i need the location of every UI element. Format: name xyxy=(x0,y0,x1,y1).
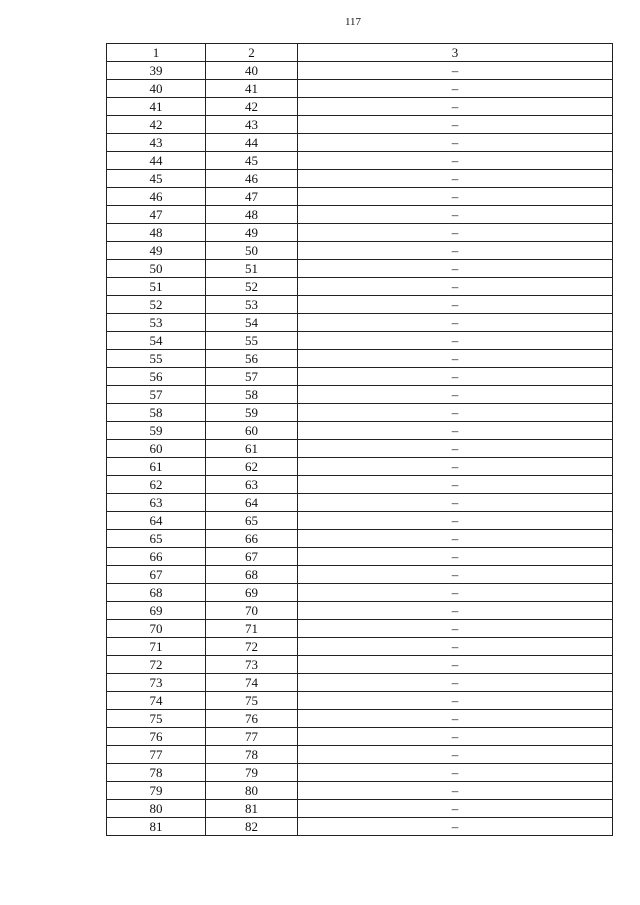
table-cell-col-1: 40 xyxy=(107,80,206,98)
table-cell-col-3: – xyxy=(298,566,613,584)
table-cell-col-3: – xyxy=(298,170,613,188)
table-cell-col-2: 71 xyxy=(206,620,298,638)
column-header-1: 1 xyxy=(107,44,206,62)
table-cell-col-1: 50 xyxy=(107,260,206,278)
table-cell-col-2: 49 xyxy=(206,224,298,242)
table-row xyxy=(107,440,613,458)
table-cell-col-2: 40 xyxy=(206,62,298,80)
page-number: 117 xyxy=(344,16,362,28)
table-cell-col-2: 72 xyxy=(206,638,298,656)
table-row xyxy=(107,674,613,692)
table-cell-col-3: – xyxy=(298,332,613,350)
table-row xyxy=(107,638,613,656)
table-row xyxy=(107,368,613,386)
table-cell-col-3: – xyxy=(298,638,613,656)
table-cell-col-3: – xyxy=(298,224,613,242)
table-row xyxy=(107,134,613,152)
table-cell-col-2: 59 xyxy=(206,404,298,422)
column-header-2: 2 xyxy=(206,44,298,62)
table-row xyxy=(107,278,613,296)
table-cell-col-2: 53 xyxy=(206,296,298,314)
table-cell-col-2: 56 xyxy=(206,350,298,368)
table-cell-col-2: 50 xyxy=(206,242,298,260)
table-cell-col-1: 51 xyxy=(107,278,206,296)
table-cell-col-1: 59 xyxy=(107,422,206,440)
table-cell-col-2: 54 xyxy=(206,314,298,332)
table-header xyxy=(107,44,613,62)
table-row xyxy=(107,710,613,728)
table-cell-col-2: 63 xyxy=(206,476,298,494)
table-row xyxy=(107,404,613,422)
table-row xyxy=(107,512,613,530)
table-cell-col-3: – xyxy=(298,728,613,746)
table-cell-col-1: 56 xyxy=(107,368,206,386)
table-cell-col-1: 78 xyxy=(107,764,206,782)
table-cell-col-3: – xyxy=(298,602,613,620)
table-cell-col-3: – xyxy=(298,692,613,710)
table-cell-col-1: 81 xyxy=(107,818,206,836)
table-cell-col-1: 79 xyxy=(107,782,206,800)
table-row xyxy=(107,242,613,260)
table-row xyxy=(107,296,613,314)
table-row xyxy=(107,764,613,782)
table-cell-col-1: 54 xyxy=(107,332,206,350)
table-cell-col-2: 51 xyxy=(206,260,298,278)
table-cell-col-3: – xyxy=(298,800,613,818)
table-cell-col-1: 43 xyxy=(107,134,206,152)
table-cell-col-2: 47 xyxy=(206,188,298,206)
table-cell-col-1: 63 xyxy=(107,494,206,512)
header-row xyxy=(107,44,613,62)
table-cell-col-1: 64 xyxy=(107,512,206,530)
table-cell-col-3: – xyxy=(298,206,613,224)
table-row xyxy=(107,314,613,332)
table-cell-col-1: 77 xyxy=(107,746,206,764)
table-cell-col-2: 76 xyxy=(206,710,298,728)
table-cell-col-3: – xyxy=(298,494,613,512)
table-row xyxy=(107,548,613,566)
table-row xyxy=(107,116,613,134)
table-row xyxy=(107,458,613,476)
table-row xyxy=(107,620,613,638)
table-cell-col-2: 61 xyxy=(206,440,298,458)
table-cell-col-2: 74 xyxy=(206,674,298,692)
table-cell-col-3: – xyxy=(298,530,613,548)
table-cell-col-3: – xyxy=(298,656,613,674)
table-cell-col-1: 72 xyxy=(107,656,206,674)
table-cell-col-2: 68 xyxy=(206,566,298,584)
table-cell-col-2: 52 xyxy=(206,278,298,296)
table-cell-col-1: 61 xyxy=(107,458,206,476)
table-cell-col-3: – xyxy=(298,278,613,296)
table-cell-col-2: 81 xyxy=(206,800,298,818)
table-cell-col-1: 49 xyxy=(107,242,206,260)
table-cell-col-2: 55 xyxy=(206,332,298,350)
table-cell-col-1: 57 xyxy=(107,386,206,404)
table-row xyxy=(107,188,613,206)
table-cell-col-1: 47 xyxy=(107,206,206,224)
table-cell-col-1: 65 xyxy=(107,530,206,548)
table-cell-col-3: – xyxy=(298,314,613,332)
table-row xyxy=(107,584,613,602)
table-row xyxy=(107,782,613,800)
table-cell-col-1: 71 xyxy=(107,638,206,656)
table-cell-col-2: 66 xyxy=(206,530,298,548)
table-cell-col-3: – xyxy=(298,458,613,476)
table-cell-col-2: 67 xyxy=(206,548,298,566)
table-cell-col-1: 75 xyxy=(107,710,206,728)
table-cell-col-2: 44 xyxy=(206,134,298,152)
table-cell-col-2: 60 xyxy=(206,422,298,440)
table-cell-col-1: 53 xyxy=(107,314,206,332)
table-cell-col-3: – xyxy=(298,746,613,764)
table-body xyxy=(107,62,613,836)
table-cell-col-3: – xyxy=(298,188,613,206)
table-cell-col-3: – xyxy=(298,476,613,494)
table-row xyxy=(107,80,613,98)
table-cell-col-1: 67 xyxy=(107,566,206,584)
table-cell-col-3: – xyxy=(298,350,613,368)
table-row xyxy=(107,224,613,242)
table-cell-col-1: 68 xyxy=(107,584,206,602)
table-cell-col-2: 45 xyxy=(206,152,298,170)
table-cell-col-1: 39 xyxy=(107,62,206,80)
table-row xyxy=(107,494,613,512)
table-cell-col-3: – xyxy=(298,296,613,314)
table-cell-col-3: – xyxy=(298,818,613,836)
table-cell-col-1: 52 xyxy=(107,296,206,314)
table-cell-col-1: 66 xyxy=(107,548,206,566)
table-cell-col-1: 60 xyxy=(107,440,206,458)
table-row xyxy=(107,746,613,764)
table-cell-col-2: 43 xyxy=(206,116,298,134)
table-cell-col-2: 73 xyxy=(206,656,298,674)
table-cell-col-3: – xyxy=(298,386,613,404)
table-row xyxy=(107,332,613,350)
table-cell-col-3: – xyxy=(298,404,613,422)
table-cell-col-3: – xyxy=(298,98,613,116)
table-cell-col-1: 69 xyxy=(107,602,206,620)
table-row xyxy=(107,260,613,278)
table-cell-col-2: 48 xyxy=(206,206,298,224)
table-cell-col-1: 58 xyxy=(107,404,206,422)
table-cell-col-2: 70 xyxy=(206,602,298,620)
table-cell-col-2: 77 xyxy=(206,728,298,746)
table-cell-col-2: 78 xyxy=(206,746,298,764)
table-cell-col-2: 42 xyxy=(206,98,298,116)
table-cell-col-3: – xyxy=(298,368,613,386)
table-cell-col-3: – xyxy=(298,62,613,80)
table-row xyxy=(107,566,613,584)
table-cell-col-2: 82 xyxy=(206,818,298,836)
table-cell-col-3: – xyxy=(298,260,613,278)
table-cell-col-3: – xyxy=(298,242,613,260)
table-row xyxy=(107,728,613,746)
table-cell-col-2: 69 xyxy=(206,584,298,602)
table-cell-col-1: 70 xyxy=(107,620,206,638)
table-row xyxy=(107,98,613,116)
table-cell-col-3: – xyxy=(298,80,613,98)
table-cell-col-3: – xyxy=(298,548,613,566)
table-cell-col-1: 76 xyxy=(107,728,206,746)
table-row xyxy=(107,422,613,440)
table-cell-col-1: 73 xyxy=(107,674,206,692)
table-cell-col-3: – xyxy=(298,440,613,458)
table-cell-col-2: 58 xyxy=(206,386,298,404)
table-cell-col-1: 55 xyxy=(107,350,206,368)
table-cell-col-3: – xyxy=(298,674,613,692)
table-row xyxy=(107,530,613,548)
table-cell-col-1: 45 xyxy=(107,170,206,188)
table-row xyxy=(107,170,613,188)
table-cell-col-3: – xyxy=(298,764,613,782)
table-cell-col-3: – xyxy=(298,782,613,800)
table-cell-col-2: 64 xyxy=(206,494,298,512)
table-row xyxy=(107,476,613,494)
table-cell-col-3: – xyxy=(298,152,613,170)
table-cell-col-2: 80 xyxy=(206,782,298,800)
table-cell-col-2: 46 xyxy=(206,170,298,188)
table-cell-col-3: – xyxy=(298,710,613,728)
table-row xyxy=(107,386,613,404)
table-row xyxy=(107,818,613,836)
table-cell-col-3: – xyxy=(298,116,613,134)
table-cell-col-1: 48 xyxy=(107,224,206,242)
table-cell-col-3: – xyxy=(298,422,613,440)
table-cell-col-2: 62 xyxy=(206,458,298,476)
table-cell-col-2: 79 xyxy=(206,764,298,782)
table-cell-col-3: – xyxy=(298,134,613,152)
table-cell-col-1: 44 xyxy=(107,152,206,170)
table-cell-col-1: 46 xyxy=(107,188,206,206)
table-cell-col-1: 62 xyxy=(107,476,206,494)
table-cell-col-3: – xyxy=(298,584,613,602)
data-table xyxy=(106,43,613,836)
table-cell-col-2: 75 xyxy=(206,692,298,710)
table-cell-col-1: 41 xyxy=(107,98,206,116)
table-cell-col-1: 80 xyxy=(107,800,206,818)
column-header-3: 3 xyxy=(298,44,613,62)
table-cell-col-2: 57 xyxy=(206,368,298,386)
table-cell-col-3: – xyxy=(298,512,613,530)
table-row xyxy=(107,692,613,710)
table-cell-col-2: 41 xyxy=(206,80,298,98)
table-row xyxy=(107,656,613,674)
table-row xyxy=(107,152,613,170)
table-row xyxy=(107,350,613,368)
table-cell-col-1: 42 xyxy=(107,116,206,134)
table-row xyxy=(107,62,613,80)
table-row xyxy=(107,206,613,224)
table-row xyxy=(107,602,613,620)
table-cell-col-3: – xyxy=(298,620,613,638)
table-cell-col-2: 65 xyxy=(206,512,298,530)
table-row xyxy=(107,800,613,818)
table-cell-col-1: 74 xyxy=(107,692,206,710)
